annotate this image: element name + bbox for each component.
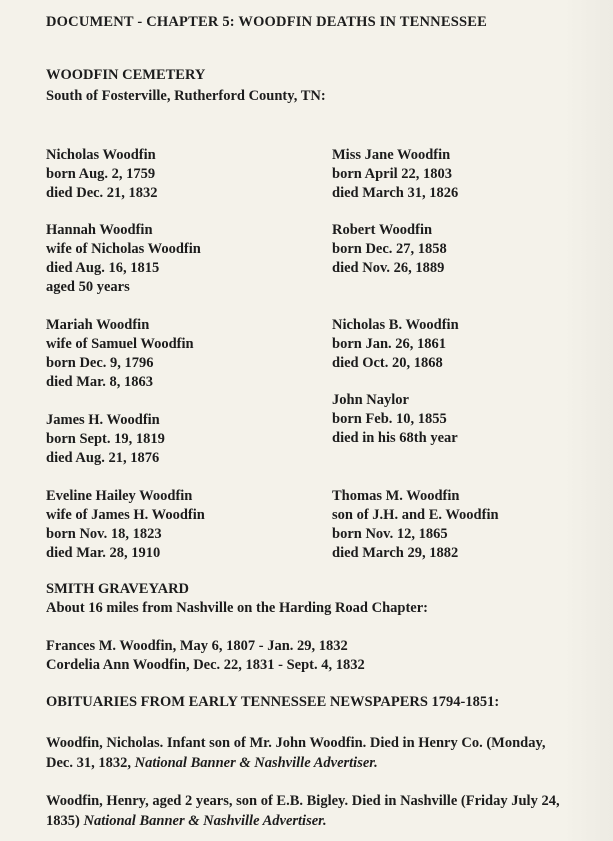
burial-entry (332, 146, 458, 203)
entry-line: aged 50 years (46, 279, 130, 295)
entry-line: wife of Samuel Woodfin (46, 336, 194, 352)
entry-line: died Mar. 8, 1863 (46, 374, 154, 390)
entry-line: born Aug. 2, 1759 (46, 166, 156, 182)
obituary-item (46, 791, 576, 831)
entry-name: Hannah Woodfin (46, 222, 153, 238)
burial-entry (332, 221, 447, 278)
entry-line: wife of James H. Woodfin (46, 507, 205, 523)
entry-name: Thomas M. Woodfin (332, 488, 460, 504)
burial-entry (46, 487, 205, 563)
burial-entry (332, 391, 458, 448)
entry-name: James H. Woodfin (46, 412, 160, 428)
burial-entry (332, 316, 459, 373)
burial-entry (46, 146, 158, 203)
woodfin-cemetery-location: South of Fosterville, Rutherford County, TN: (46, 88, 326, 104)
entry-line: died Aug. 21, 1876 (46, 450, 160, 466)
page-edge-shadow (563, 0, 613, 841)
entry-name: John Naylor (332, 392, 409, 408)
smith-graveyard-location: About 16 miles from Nashville on the Harding Road Chapter: (46, 600, 428, 616)
obituaries-title: OBITUARIES FROM EARLY TENNESSEE NEWSPAPERS 1794-1851: (46, 694, 500, 710)
document-title: DOCUMENT - CHAPTER 5: WOODFIN DEATHS IN TENNESSEE (46, 14, 487, 30)
entry-line: born Nov. 18, 1823 (46, 526, 162, 542)
entry-line: died March 31, 1826 (332, 185, 459, 201)
entry-line: born Dec. 9, 1796 (46, 355, 154, 371)
entry-line: born Feb. 10, 1855 (332, 411, 447, 427)
entry-line: born Sept. 19, 1819 (46, 431, 165, 447)
obituary-item (46, 733, 576, 773)
entry-name: Miss Jane Woodfin (332, 147, 451, 163)
entry-line: born April 22, 1803 (332, 166, 453, 182)
entry-line: son of J.H. and E. Woodfin (332, 507, 499, 523)
entry-line: born Nov. 12, 1865 (332, 526, 448, 542)
woodfin-cemetery-title: WOODFIN CEMETERY (46, 67, 206, 83)
entry-line: died March 29, 1882 (332, 545, 459, 561)
burial-entry (46, 411, 165, 468)
entry-line: born Jan. 26, 1861 (332, 336, 447, 352)
entry-line: wife of Nicholas Woodfin (46, 241, 201, 257)
entry-name: Mariah Woodfin (46, 317, 150, 333)
obituary-text: Woodfin, Nicholas. Infant son of Mr. John Woodfin. Died in Henry Co. (Monday, Dec. 31, 1832, (46, 735, 546, 771)
entry-line: died Oct. 20, 1868 (332, 355, 443, 371)
obituary-text: Woodfin, Henry, aged 2 years, son of E.B. Bigley. Died in Nashville (Friday July 24, 1835) (46, 793, 560, 829)
burial-entry (46, 316, 194, 392)
entry-line: died Mar. 28, 1910 (46, 545, 161, 561)
obituary-source: National Banner & Nashville Advertiser. (83, 813, 327, 829)
entry-line: born Dec. 27, 1858 (332, 241, 447, 257)
burial-entry (332, 487, 499, 563)
obituary-source: National Banner & Nashville Advertiser. (134, 755, 378, 771)
entry-name: Robert Woodfin (332, 222, 433, 238)
entry-line: died Aug. 16, 1815 (46, 260, 160, 276)
entry-name: Nicholas B. Woodfin (332, 317, 459, 333)
entry-name: Nicholas Woodfin (46, 147, 156, 163)
entry-line: died Nov. 26, 1889 (332, 260, 445, 276)
burial-entry (46, 221, 201, 297)
entry-line: died in his 68th year (332, 430, 458, 446)
entry-name: Eveline Hailey Woodfin (46, 488, 193, 504)
graveyard-entry: Frances M. Woodfin, May 6, 1807 - Jan. 29, 1832 (46, 638, 348, 654)
graveyard-entry: Cordelia Ann Woodfin, Dec. 22, 1831 - Sept. 4, 1832 (46, 657, 365, 673)
smith-graveyard-title: SMITH GRAVEYARD (46, 581, 190, 597)
entry-line: died Dec. 21, 1832 (46, 185, 158, 201)
